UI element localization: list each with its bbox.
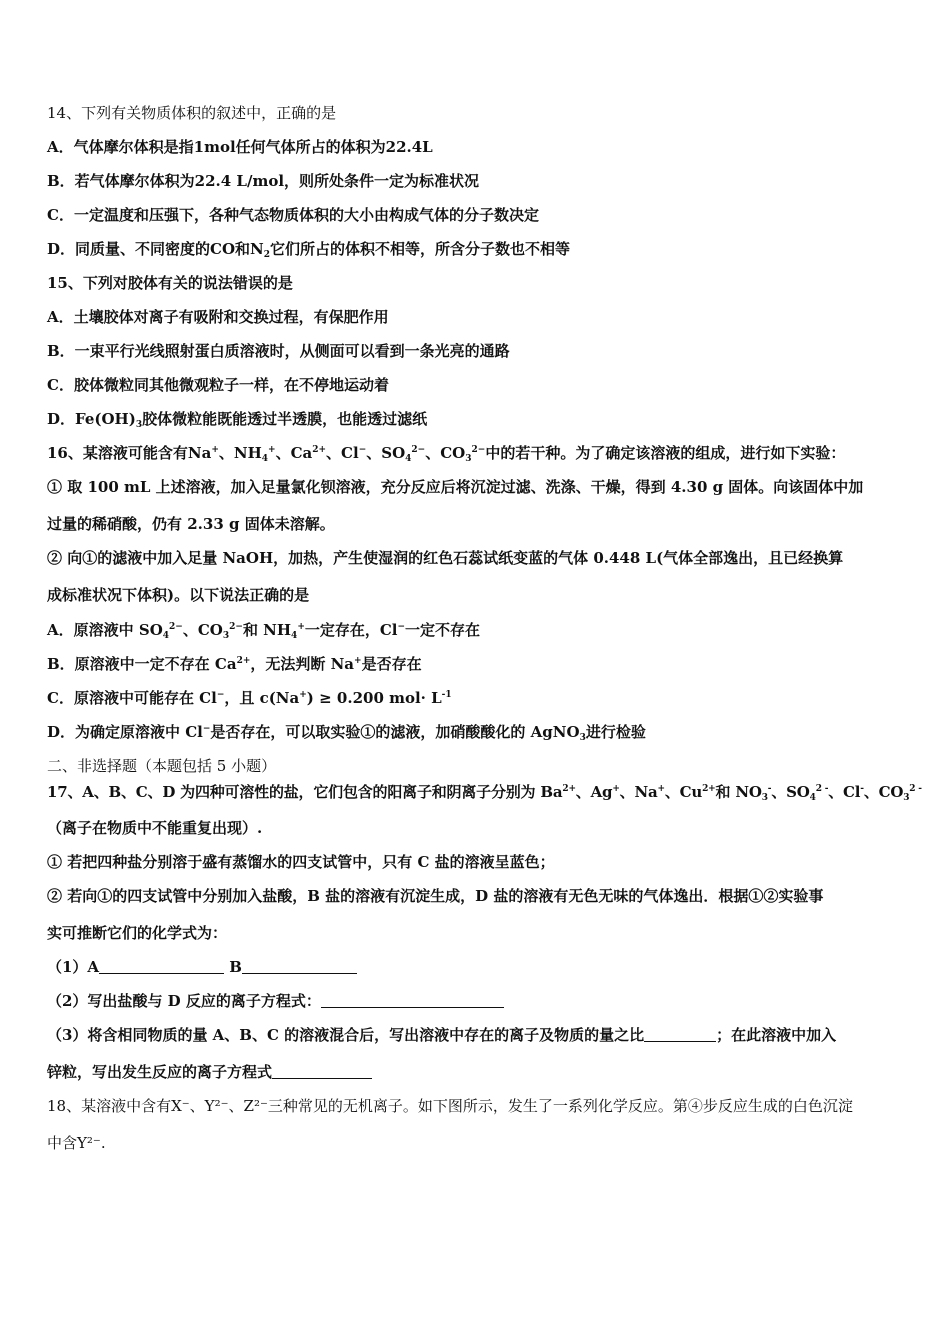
q17-part-3: （3）将含相同物质的量 A、B、C 的溶液混合后，写出溶液中存在的离子及物质的量之比 ；在此溶液中加入 (47, 1026, 837, 1044)
q17-stem-cont: （离子在物质中不能重复出现）. (47, 819, 263, 837)
q18-stem: 18、某溶液中含有X⁻、Y²⁻、Z²⁻三种常见的无机离子。如下图所示，发生了一系列化学反应。第④步反应生成的白色沉淀 (47, 1097, 853, 1115)
q18-stem-cont: 中含Y²⁻. (47, 1134, 106, 1152)
q17-part-3-cont: 锌粒，写出发生反应的离子方程式 (47, 1062, 907, 1082)
q17-condition-2: ② 若向①的四支试管中分别加入盐酸，B 盐的溶液有沉淀生成，D 盐的溶液有无色无味的气体逸出．根据①②实验事 (47, 887, 824, 905)
q16-option-a: A．原溶液中 $SO_4^{2-}$、$CO_3^{2-}$和 $NH_4^+$一定存在，Cl−一定不存在 (47, 621, 481, 641)
q15-stem: 15、下列对胶体有关的说法错误的是 (47, 274, 293, 292)
q16-stem: 16、某溶液可能含有Na+、$NH_4^+$、$Ca^{2+}$、Cl−、$SO_4^{2-}$、$CO_3^{2-}$中的若干种。为了确定该溶液的组成，进行如下实验： (47, 444, 846, 464)
section-heading: 二、非选择题（本题包括 5 小题） (47, 757, 277, 775)
answer-blank-a[interactable] (99, 958, 224, 974)
q15-option-d: D．$Fe(OH)_3$胶体微粒能既能透过半透膜，也能透过滤纸 (47, 410, 428, 430)
q16-experiment-2-cont: 成标准状况下体积)。以下说法正确的是 (47, 586, 310, 604)
q16-option-c: C．原溶液中可能存在 Cl−，且 c(Na+) ≥ 0.200 $mol\cdot L^{-1}$ (47, 689, 452, 707)
answer-blank-b[interactable] (242, 958, 357, 974)
q14-option-b: B．若气体摩尔体积为22.4 L/mol，则所处条件一定为标准状况 (47, 172, 480, 190)
q16-experiment-1: ① 取 100 mL 上述溶液，加入足量氯化钡溶液，充分反应后将沉淀过滤、洗涤、干燥，得到 4.30 g 固体。向该固体中加 (47, 478, 864, 496)
q16-option-b: B．原溶液中一定不存在 $Ca^{2+}$，无法判断 Na+是否存在 (47, 655, 422, 673)
q17-part-2: （2）写出盐酸与 D 反应的离子方程式： (47, 991, 907, 1011)
q16-experiment-2: ② 向①的滤液中加入足量 NaOH，加热，产生使湿润的红色石蕊试纸变蓝的气体 0.448 L(气体全部逸出，且已经换算 (47, 549, 844, 567)
q17-part-1: （1）A B (47, 957, 907, 977)
answer-blank-equation[interactable] (321, 992, 504, 1008)
q15-option-b: B．一束平行光线照射蛋白质溶液时，从侧面可以看到一条光亮的通路 (47, 342, 510, 360)
q17-condition-2-cont: 实可推断它们的化学式为： (47, 924, 228, 942)
q15-option-c: C．胶体微粒同其他微观粒子一样，在不停地运动着 (47, 376, 389, 394)
q15-option-a: A．土壤胶体对离子有吸附和交换过程，有保肥作用 (47, 308, 389, 326)
q14-option-a: A．气体摩尔体积是指1mol任何气体所占的体积为22.4L (47, 138, 433, 156)
q17-stem: 17、A、B、C、D 为四种可溶性的盐，它们包含的阳离子和阴离子分别为 $Ba^{2+}$、Ag+、Na+、$Cu^{2+}$和 $NO_3^-$、$SO_4^{2 -}$、Cl-、$CO_3^{2 -}$ (47, 783, 922, 803)
q17-condition-1: ① 若把四种盐分别溶于盛有蒸馏水的四支试管中，只有 C 盐的溶液呈蓝色； (47, 853, 555, 871)
q14-stem: 14、下列有关物质体积的叙述中，正确的是 (47, 104, 337, 122)
answer-blank-ratio[interactable] (644, 1026, 716, 1042)
q14-option-d: D．同质量、不同密度的CO和$N_2$它们所占的体积不相等，所含分子数也不相等 (47, 240, 571, 260)
answer-blank-zinc-equation[interactable] (272, 1063, 372, 1079)
q14-option-c: C．一定温度和压强下，各种气态物质体积的大小由构成气体的分子数决定 (47, 206, 539, 224)
q16-experiment-1-cont: 过量的稀硝酸，仍有 2.33 g 固体未溶解。 (47, 515, 335, 533)
q16-option-d: D．为确定原溶液中 Cl−是否存在，可以取实验①的滤液，加硝酸酸化的 AgNO$_3$进行检验 (47, 723, 646, 743)
